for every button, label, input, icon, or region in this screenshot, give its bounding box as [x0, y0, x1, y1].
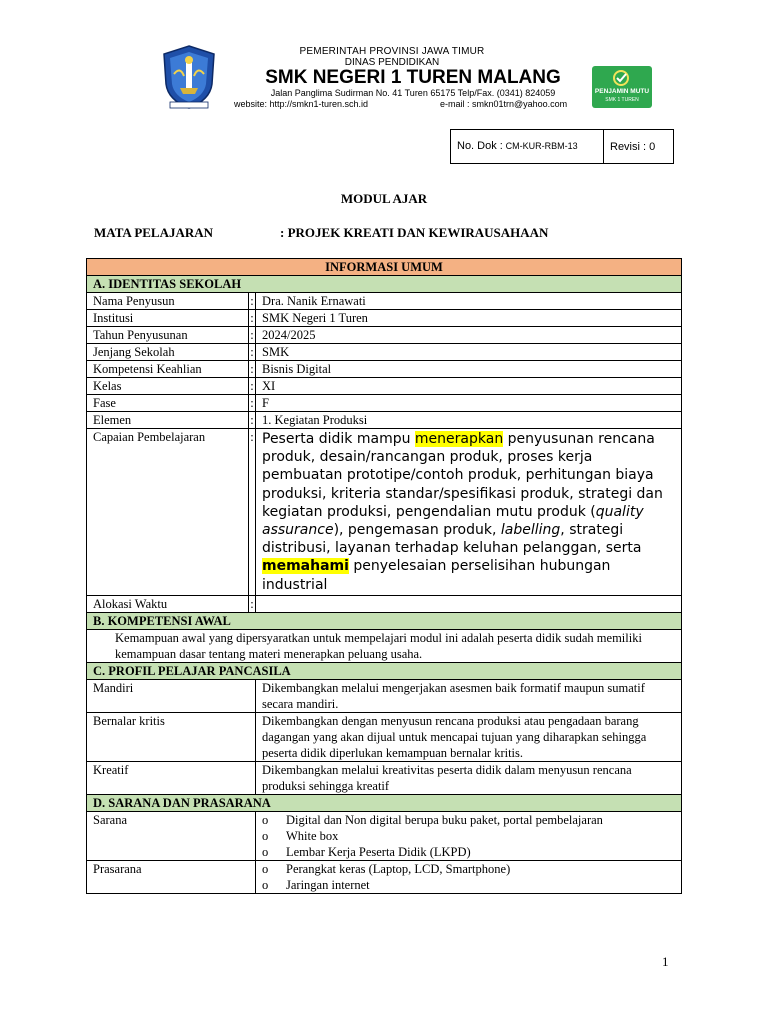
table-row — [87, 811, 682, 860]
list-item — [262, 828, 675, 844]
subject-value: : PROJEK KREATI DAN KEWIRAUSAHAAN — [280, 225, 549, 240]
doc-number-value: CM-KUR-RBM-13 — [505, 141, 578, 151]
table-row — [87, 361, 682, 378]
table-row — [87, 679, 682, 712]
row-label: Elemen — [87, 412, 249, 429]
italic-term: quality assurance — [262, 503, 644, 539]
list-item-text: Digital dan Non digital berupa buku paket, portal pembelajaran — [286, 812, 603, 827]
initial-competency-text: Kemampuan awal yang dipersyaratkan untuk mempelajari modul ini adalah peserta didik sudah memiliki kemampuan dasar tentang materi menerapkan peluang usaha. — [87, 629, 682, 662]
section-d-title: D. SARANA DAN PRASARANA — [87, 794, 682, 811]
row-label: Capaian Pembelajaran — [87, 429, 249, 596]
bullet-icon: o — [262, 812, 269, 827]
row-colon: : — [250, 328, 254, 342]
section-a-title: A. IDENTITAS SEKOLAH — [87, 276, 682, 293]
revision-cell: Revisi : 0 — [604, 130, 674, 164]
list-item-text: Lembar Kerja Peserta Didik (LKPD) — [286, 844, 471, 859]
row-value — [256, 595, 682, 612]
row-colon: : — [250, 311, 254, 325]
row-label: Sarana — [87, 811, 256, 860]
bullet-icon: o — [262, 844, 269, 859]
row-colon: : — [250, 413, 254, 427]
outcome-text: penyusunan rencana produk, desain/rancangan produk, proses kerja pembuatan prototipe/contoh produk, perhitungan biaya produksi, kriteria standar/spesifikasi produk, strategi dan kegiatan produksi, pengendalian mutu produk ( — [262, 431, 663, 520]
page-title: MODUL AJAR — [340, 191, 428, 206]
school-website: website: http://smkn1-turen.sch.id — [234, 99, 369, 109]
east-java-emblem-icon — [160, 44, 218, 110]
table-row — [87, 378, 682, 395]
italic-term: labelling — [500, 522, 561, 539]
row-colon: : — [250, 396, 254, 410]
badge-title: PENJAMIN MUTU — [594, 88, 650, 95]
facility-list — [256, 811, 682, 860]
table-row — [87, 344, 682, 361]
outcome-text: , strategi distribusi, layanan terhadap keluhan pelanggan, serta — [262, 522, 642, 557]
checkmark-circle-icon — [612, 69, 630, 87]
doc-number-cell — [451, 130, 604, 164]
quality-badge — [592, 66, 652, 108]
row-label: Prasarana — [87, 860, 256, 893]
section-c-title: C. PROFIL PELAJAR PANCASILA — [87, 662, 682, 679]
bullet-icon: o — [262, 877, 269, 892]
list-item — [262, 844, 675, 860]
infrastructure-list — [256, 860, 682, 893]
row-colon: : — [250, 379, 254, 393]
module-info-table — [86, 258, 682, 894]
letterhead — [152, 38, 672, 124]
row-label: Kelas — [87, 378, 249, 395]
bullet-icon: o — [262, 828, 269, 843]
subject-label: MATA PELAJARAN — [94, 225, 214, 240]
general-info-header: INFORMASI UMUM — [87, 259, 682, 276]
row-value: Dikembangkan melalui mengerjakan asesmen baik formatif maupun sumatif secara mandiri. — [256, 679, 682, 712]
list-item — [262, 877, 675, 893]
row-label: Kreatif — [87, 761, 256, 794]
row-value: 2024/2025 — [256, 327, 682, 344]
row-value: Dra. Nanik Ernawati — [256, 293, 682, 310]
highlight-understand: memahami — [262, 558, 349, 575]
row-label: Institusi — [87, 310, 249, 327]
bullet-icon: o — [262, 861, 269, 876]
outcome-text: ), pengemasan produk, — [333, 522, 501, 539]
list-item-text: Perangkat keras (Laptop, LCD, Smartphone) — [286, 861, 511, 876]
row-colon: : — [250, 345, 254, 359]
row-colon: : — [250, 362, 254, 376]
row-value: Dikembangkan dengan menyusun rencana produksi atau pengadaan barang dagangan yang akan dijual untuk mencapai tujuan yang diharapkan sehingga peserta didik diperlukan kemampuan bernalar kritis. — [256, 712, 682, 761]
school-email: e-mail : smkn01trn@yahoo.com — [440, 99, 568, 109]
table-row — [87, 412, 682, 429]
row-value: 1. Kegiatan Produksi — [256, 412, 682, 429]
row-colon: : — [250, 294, 254, 308]
table-row — [87, 860, 682, 893]
school-address: Jalan Panglima Sudirman No. 41 Turen 65175 Telp/Fax. (0341) 824059 — [270, 88, 556, 98]
gov-line: PEMERINTAH PROVINSI JAWA TIMUR — [299, 46, 485, 57]
row-value: SMK Negeri 1 Turen — [256, 310, 682, 327]
table-row — [87, 293, 682, 310]
list-item — [262, 861, 675, 877]
table-row — [87, 761, 682, 794]
list-item-text: Jaringan internet — [286, 877, 370, 892]
row-value: F — [256, 395, 682, 412]
row-value: XI — [256, 378, 682, 395]
outcome-text: penyelesaian perselisihan hubungan industrial — [262, 558, 611, 593]
table-row — [87, 712, 682, 761]
row-label: Mandiri — [87, 679, 256, 712]
row-label: Nama Penyusun — [87, 293, 249, 310]
school-name: SMK NEGERI 1 TUREN MALANG — [265, 67, 561, 88]
dept-line: DINAS PENDIDIKAN — [344, 57, 440, 68]
table-row — [87, 310, 682, 327]
row-label: Alokasi Waktu — [87, 595, 249, 612]
learning-outcome-text — [256, 429, 682, 596]
row-colon: : — [249, 429, 256, 596]
row-value: SMK — [256, 344, 682, 361]
table-row — [87, 595, 682, 612]
list-item — [262, 812, 675, 828]
row-label: Fase — [87, 395, 249, 412]
list-item-text: White box — [286, 828, 339, 843]
row-colon: : — [250, 596, 254, 611]
table-row — [87, 327, 682, 344]
badge-subtitle: SMK 1 TUREN — [605, 97, 639, 103]
row-value: Bisnis Digital — [256, 361, 682, 378]
row-label: Kompetensi Keahlian — [87, 361, 249, 378]
doc-number-label: No. Dok : — [457, 140, 503, 152]
table-row — [87, 395, 682, 412]
highlight-apply: menerapkan — [414, 431, 504, 447]
document-number-box — [450, 129, 674, 164]
section-b-title: B. KOMPETENSI AWAL — [87, 612, 682, 629]
row-value: Dikembangkan melalui kreativitas peserta didik dalam menyusun rencana produksi sehingga kreatif — [256, 761, 682, 794]
row-label: Tahun Penyusunan — [87, 327, 249, 344]
outcome-text: Peserta didik mampu — [262, 431, 415, 447]
row-label: Bernalar kritis — [87, 712, 256, 761]
row-label: Jenjang Sekolah — [87, 344, 249, 361]
page-number: 1 — [662, 954, 669, 969]
capaian-row — [87, 429, 682, 596]
